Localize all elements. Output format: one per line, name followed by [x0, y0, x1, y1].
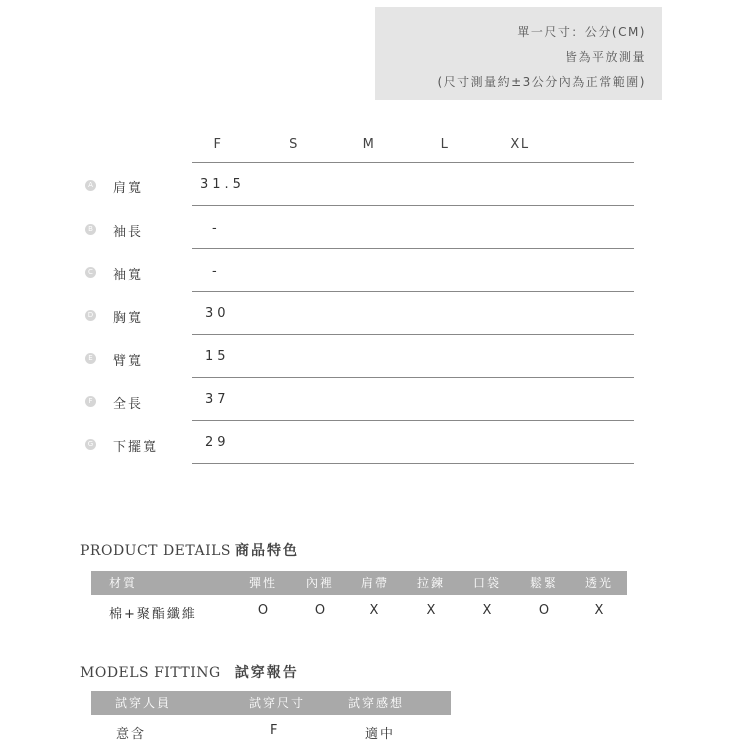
row-label: 全長	[113, 397, 144, 412]
row-divider	[192, 377, 634, 378]
badge-f: F	[85, 396, 96, 407]
value-lining: O	[314, 603, 328, 618]
value-material: 棉+聚酯纖維	[109, 607, 197, 622]
header-pockets: 口袋	[472, 576, 502, 590]
models-fitting-title-en: MODELS FITTING	[80, 665, 221, 681]
row-value: 29	[205, 435, 230, 450]
row-value: 15	[205, 349, 230, 364]
value-elastic-band: O	[538, 603, 552, 618]
size-header-s: S	[289, 137, 299, 152]
header-material: 材質	[109, 576, 138, 590]
row-label: 袖寬	[113, 268, 144, 283]
badge-d: D	[85, 310, 96, 321]
models-fitting-title-cn: 試穿報告	[234, 665, 299, 681]
badge-e: E	[85, 353, 96, 364]
header-sheerness: 透光	[584, 576, 614, 590]
value-straps: X	[369, 603, 381, 618]
value-feedback: 適中	[365, 727, 396, 742]
product-details-header-bar	[91, 571, 627, 595]
row-divider	[192, 334, 634, 335]
row-value: -	[212, 221, 221, 236]
header-model: 試穿人員	[115, 696, 172, 710]
row-label: 臂寬	[113, 354, 144, 369]
note-flat-measure: 皆為平放測量	[564, 50, 646, 64]
header-size-tried: 試穿尺寸	[249, 696, 306, 710]
row-value: 31.5	[200, 177, 245, 192]
value-model: 意含	[116, 727, 147, 742]
row-divider	[192, 205, 634, 206]
row-divider	[192, 291, 634, 292]
value-pockets: X	[482, 603, 494, 618]
size-header-f: F	[213, 137, 223, 152]
product-details-title-en: PRODUCT DETAILS	[80, 543, 232, 559]
header-straps: 肩帶	[360, 576, 390, 590]
product-details-title	[80, 540, 299, 560]
row-value: 37	[205, 392, 230, 407]
models-fitting-header-bar	[91, 691, 451, 715]
row-label: 胸寬	[113, 311, 144, 326]
header-feedback: 試穿感想	[348, 696, 405, 710]
value-sheerness: X	[594, 603, 606, 618]
row-label: 下擺寬	[113, 440, 159, 455]
product-details-title-cn: 商品特色	[235, 543, 300, 559]
header-elasticity: 彈性	[248, 576, 278, 590]
badge-g: G	[85, 439, 96, 450]
header-zipper: 拉鍊	[416, 576, 446, 590]
note-unit: 單一尺寸：公分(CM)	[517, 25, 646, 39]
models-fitting-title	[80, 662, 299, 682]
row-value: 30	[205, 306, 230, 321]
row-label: 肩寬	[113, 181, 144, 196]
row-divider	[192, 463, 634, 464]
size-header-xl: XL	[510, 137, 530, 152]
measurement-note	[375, 7, 662, 100]
value-size-tried: F	[270, 723, 280, 738]
row-value: -	[212, 264, 221, 279]
badge-b: B	[85, 224, 96, 235]
row-label: 袖長	[113, 225, 144, 240]
size-header-l: L	[440, 137, 450, 152]
badge-a: A	[85, 180, 96, 191]
header-divider	[192, 162, 634, 163]
size-header-m: M	[362, 137, 376, 152]
note-tolerance: (尺寸測量約±3公分內為正常範圍)	[437, 75, 646, 89]
header-lining: 內裡	[305, 576, 335, 590]
value-elasticity: O	[257, 603, 271, 618]
value-zipper: X	[426, 603, 438, 618]
badge-c: C	[85, 267, 96, 278]
row-divider	[192, 248, 634, 249]
header-elastic-band: 鬆緊	[529, 576, 559, 590]
row-divider	[192, 420, 634, 421]
